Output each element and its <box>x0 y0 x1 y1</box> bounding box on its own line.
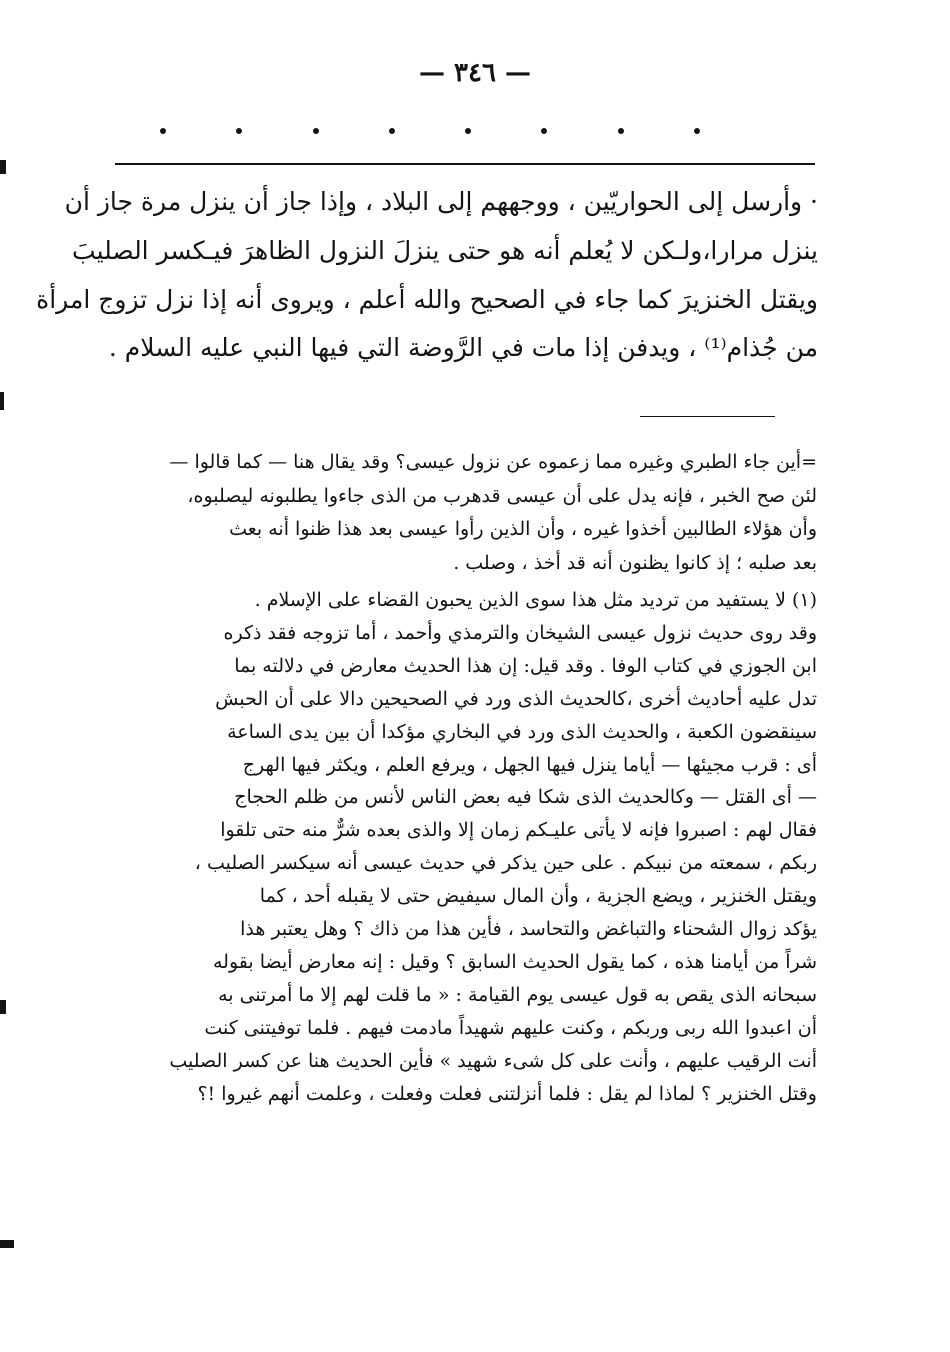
dot <box>694 128 700 134</box>
footnote-line: يؤكد زوال الشحناء والتباغض والتحاسد ، فأين هذا من ذاك ؟ وهل يعتبر هذا <box>240 918 817 941</box>
dot <box>389 128 395 134</box>
dot <box>236 128 242 134</box>
dot <box>618 128 624 134</box>
text-line: ويقتل الخنزيرَ كما جاء في الصحيح والله أعلم ، ويروى أنه إذا نزل تزوج امرأة <box>36 284 818 314</box>
header-rule <box>115 163 815 165</box>
dot <box>541 128 547 134</box>
footnote-line: سينقضون الكعبة ، والحديث الذى ورد في البخاري مؤكدا أن بين يدى الساعة <box>227 720 817 743</box>
footnote-line: تدل عليه أحاديث أخرى ،كالحديث الذى ورد في الصحيحين دالا على أن الحبش <box>215 687 817 710</box>
footnote-line: أن اعبدوا الله ربى وربكم ، وكنت عليهم شهيداً مادمت فيهم . فلما توفيتنى كنت <box>204 1016 817 1039</box>
footnote-line: =أين جاء الطبري وغيره مما زعموه عن نزول عيسى؟ وقد يقال هنا — كما قالوا — <box>169 451 817 473</box>
footnote-line: شراً من أيامنا هذه ، كما يقول الحديث السابق ؟ وقيل : إنه معارض أيضا بقوله <box>212 950 817 973</box>
footnote-line: — أى القتل — وكالحديث الذى شكا فيه بعض الناس لأنس من ظلم الحجاج <box>234 786 817 809</box>
main-text <box>36 178 818 373</box>
footnote-line: ابن الجوزي في كتاب الوفا . وقد قيل: إن هذا الحديث معارض في دلالته بما <box>234 654 817 677</box>
text-line: ينزل مرارا،ولـكن لا يُعلم أنه هو حتى ينزلَ النزول الظاهرَ فيـكسر الصليبَ <box>72 235 818 265</box>
scan-edge-mark <box>0 1000 6 1014</box>
footnote-line: (١) لا يستفيد من ترديد مثل هذا سوى الذين يحبون القضاء على الإسلام . <box>254 589 817 611</box>
footnote-1 <box>125 584 817 1111</box>
footnote-line: سبحانه الذى يقص به قول عيسى يوم القيامة : « ما قلت لهم إلا ما أمرتنى به <box>218 983 817 1006</box>
footnote-line: أى : قرب مجيئها — أياما ينزل فيها الجهل ، ويرفع العلم ، ويكثر فيها الهرج <box>242 753 817 776</box>
footnote-separator <box>640 416 775 417</box>
text-line: · وأرسل إلى الحواريّين ، ووجههم إلى البلاد ، وإذا جاز أن ينزل مرة جاز أن <box>64 187 818 216</box>
scan-edge-mark <box>0 1240 14 1248</box>
footnote-continuation <box>125 446 817 580</box>
text-line: من جُذام⁽¹⁾ ، ويدفن إذا مات في الرَّوضة التي فيها النبي عليه السلام . <box>108 333 818 363</box>
footnotes <box>125 446 817 1111</box>
footnote-line: لئن صح الخبر ، فإنه يدل على أن عيسى قدهرب من الذى جاءوا يطلبونه ليصلبوه، <box>187 484 817 507</box>
footnote-line: بعد صلبه ؛ إذ كانوا يظنون أنه قد أخذ ، وصلب . <box>453 551 817 574</box>
scan-edge-mark <box>0 392 4 410</box>
footnote-line: فقال لهم : اصبروا فإنه لا يأتى عليـكم زمان إلا والذى بعده شرٌّ منه حتى تلقوا <box>220 819 817 842</box>
scan-edge-mark <box>0 160 6 174</box>
footnote-line: أنت الرقيب عليهم ، وأنت على كل شىء شهيد » فأين الحديث هنا عن كسر الصليب <box>169 1049 817 1072</box>
footnote-line: وقتل الخنزير ؟ لماذا لم يقل : فلما أنزلتنى فعلت وفعلت ، وعلمت أنهم غيروا !؟ <box>197 1082 817 1105</box>
footnote-line: ويقتل الخنزير ، ويضع الجزية ، وأن المال سيفيض حتى لا يقبله أحد ، كما <box>259 885 817 908</box>
page-number: — ٣٤٦ — <box>418 58 532 88</box>
dot <box>313 128 319 134</box>
dot <box>465 128 471 134</box>
dot <box>160 128 166 134</box>
footnote-line: وقد روى حديث نزول عيسى الشيخان والترمذي وأحمد ، أما تزوجه فقد ذكره <box>223 621 817 644</box>
footnote-line: ربكم ، سمعته من نبيكم . على حين يذكر في حديث عيسى أنه سيكسر الصليب ، <box>194 852 817 875</box>
ornament-dots <box>160 128 700 134</box>
footnote-line: وأن هؤلاء الطالبين أخذوا غيره ، وأن الذين رأوا عيسى بعد هذا ظنوا أنه بعث <box>229 518 817 540</box>
